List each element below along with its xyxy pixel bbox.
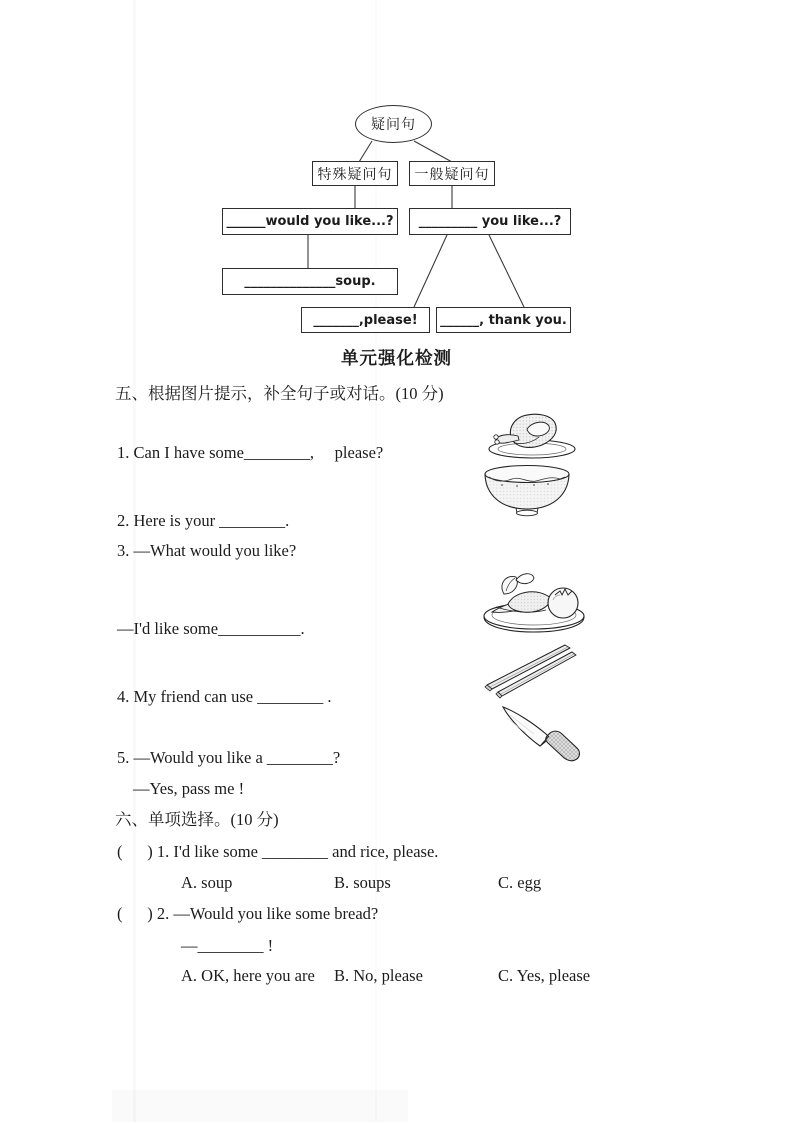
diagram-root-label: 疑问句 bbox=[371, 118, 416, 133]
diagram-root-node bbox=[355, 105, 432, 143]
page-title: 单元强化检测 bbox=[341, 348, 452, 368]
diagram-general-question-label: 一般疑问句 bbox=[414, 167, 490, 183]
mc-question-2-answer-line: —________ ! bbox=[181, 936, 274, 955]
mc-question-2-option-b: B. No, please bbox=[334, 966, 423, 985]
chopsticks-image bbox=[483, 640, 578, 700]
mc-question-1-option-b: B. soups bbox=[334, 873, 391, 892]
question-5-answer-text: —Yes, pass me ! bbox=[133, 779, 245, 798]
diagram-left-question-text: ______would you like...? bbox=[226, 214, 394, 229]
diagram-right-question-text: _________ you like...? bbox=[418, 214, 562, 229]
question-2-text: 2. Here is your ________. bbox=[117, 511, 290, 530]
knife-image bbox=[498, 702, 583, 764]
mc-question-2-stem: ( ) 2. —Would you like some bread? bbox=[117, 904, 379, 923]
diagram-general-question-node bbox=[409, 161, 495, 186]
section5-title: 五、根据图片提示，补全句子或对话。(10 分) bbox=[115, 384, 444, 403]
question-3-answer-text: —I'd like some__________. bbox=[117, 619, 305, 638]
diagram-special-question-label: 特殊疑问句 bbox=[317, 167, 393, 183]
mc-question-1-option-a: A. soup bbox=[181, 873, 233, 892]
scan-artifact-line bbox=[133, 0, 136, 1122]
soup-bowl-image bbox=[482, 463, 572, 519]
mc-question-1-option-c: C. egg bbox=[498, 873, 542, 892]
diagram-please-answer-text: _______,please! bbox=[313, 312, 418, 328]
roast-chicken-on-plate-image bbox=[487, 407, 577, 459]
mc-question-2-option-c: C. Yes, please bbox=[498, 966, 591, 985]
diagram-thankyou-answer-box bbox=[436, 307, 571, 333]
diagram-left-question-box bbox=[222, 208, 398, 235]
diagram-left-answer-box bbox=[222, 268, 398, 295]
diagram-left-answer-text: ______________soup. bbox=[244, 274, 376, 289]
fish-and-vegetables-plate-image bbox=[482, 560, 588, 635]
question-3-text: 3. —What would you like? bbox=[117, 541, 297, 560]
mc-question-2-option-a: A. OK, here you are bbox=[181, 966, 315, 985]
question-5-text: 5. —Would you like a ________? bbox=[117, 748, 341, 767]
diagram-special-question-node bbox=[312, 161, 398, 186]
mc-question-1-stem: ( ) 1. I'd like some ________ and rice, please. bbox=[117, 842, 439, 861]
diagram-right-question-box bbox=[409, 208, 571, 235]
question-1-text: 1. Can I have some________, please? bbox=[117, 443, 384, 462]
diagram-please-answer-box bbox=[301, 307, 430, 333]
diagram-thankyou-answer-text: ______, thank you. bbox=[440, 312, 567, 328]
question-4-text: 4. My friend can use ________ . bbox=[117, 687, 332, 706]
scan-artifact-band bbox=[112, 1090, 408, 1122]
section6-title: 六、单项选择。(10 分) bbox=[115, 810, 279, 829]
